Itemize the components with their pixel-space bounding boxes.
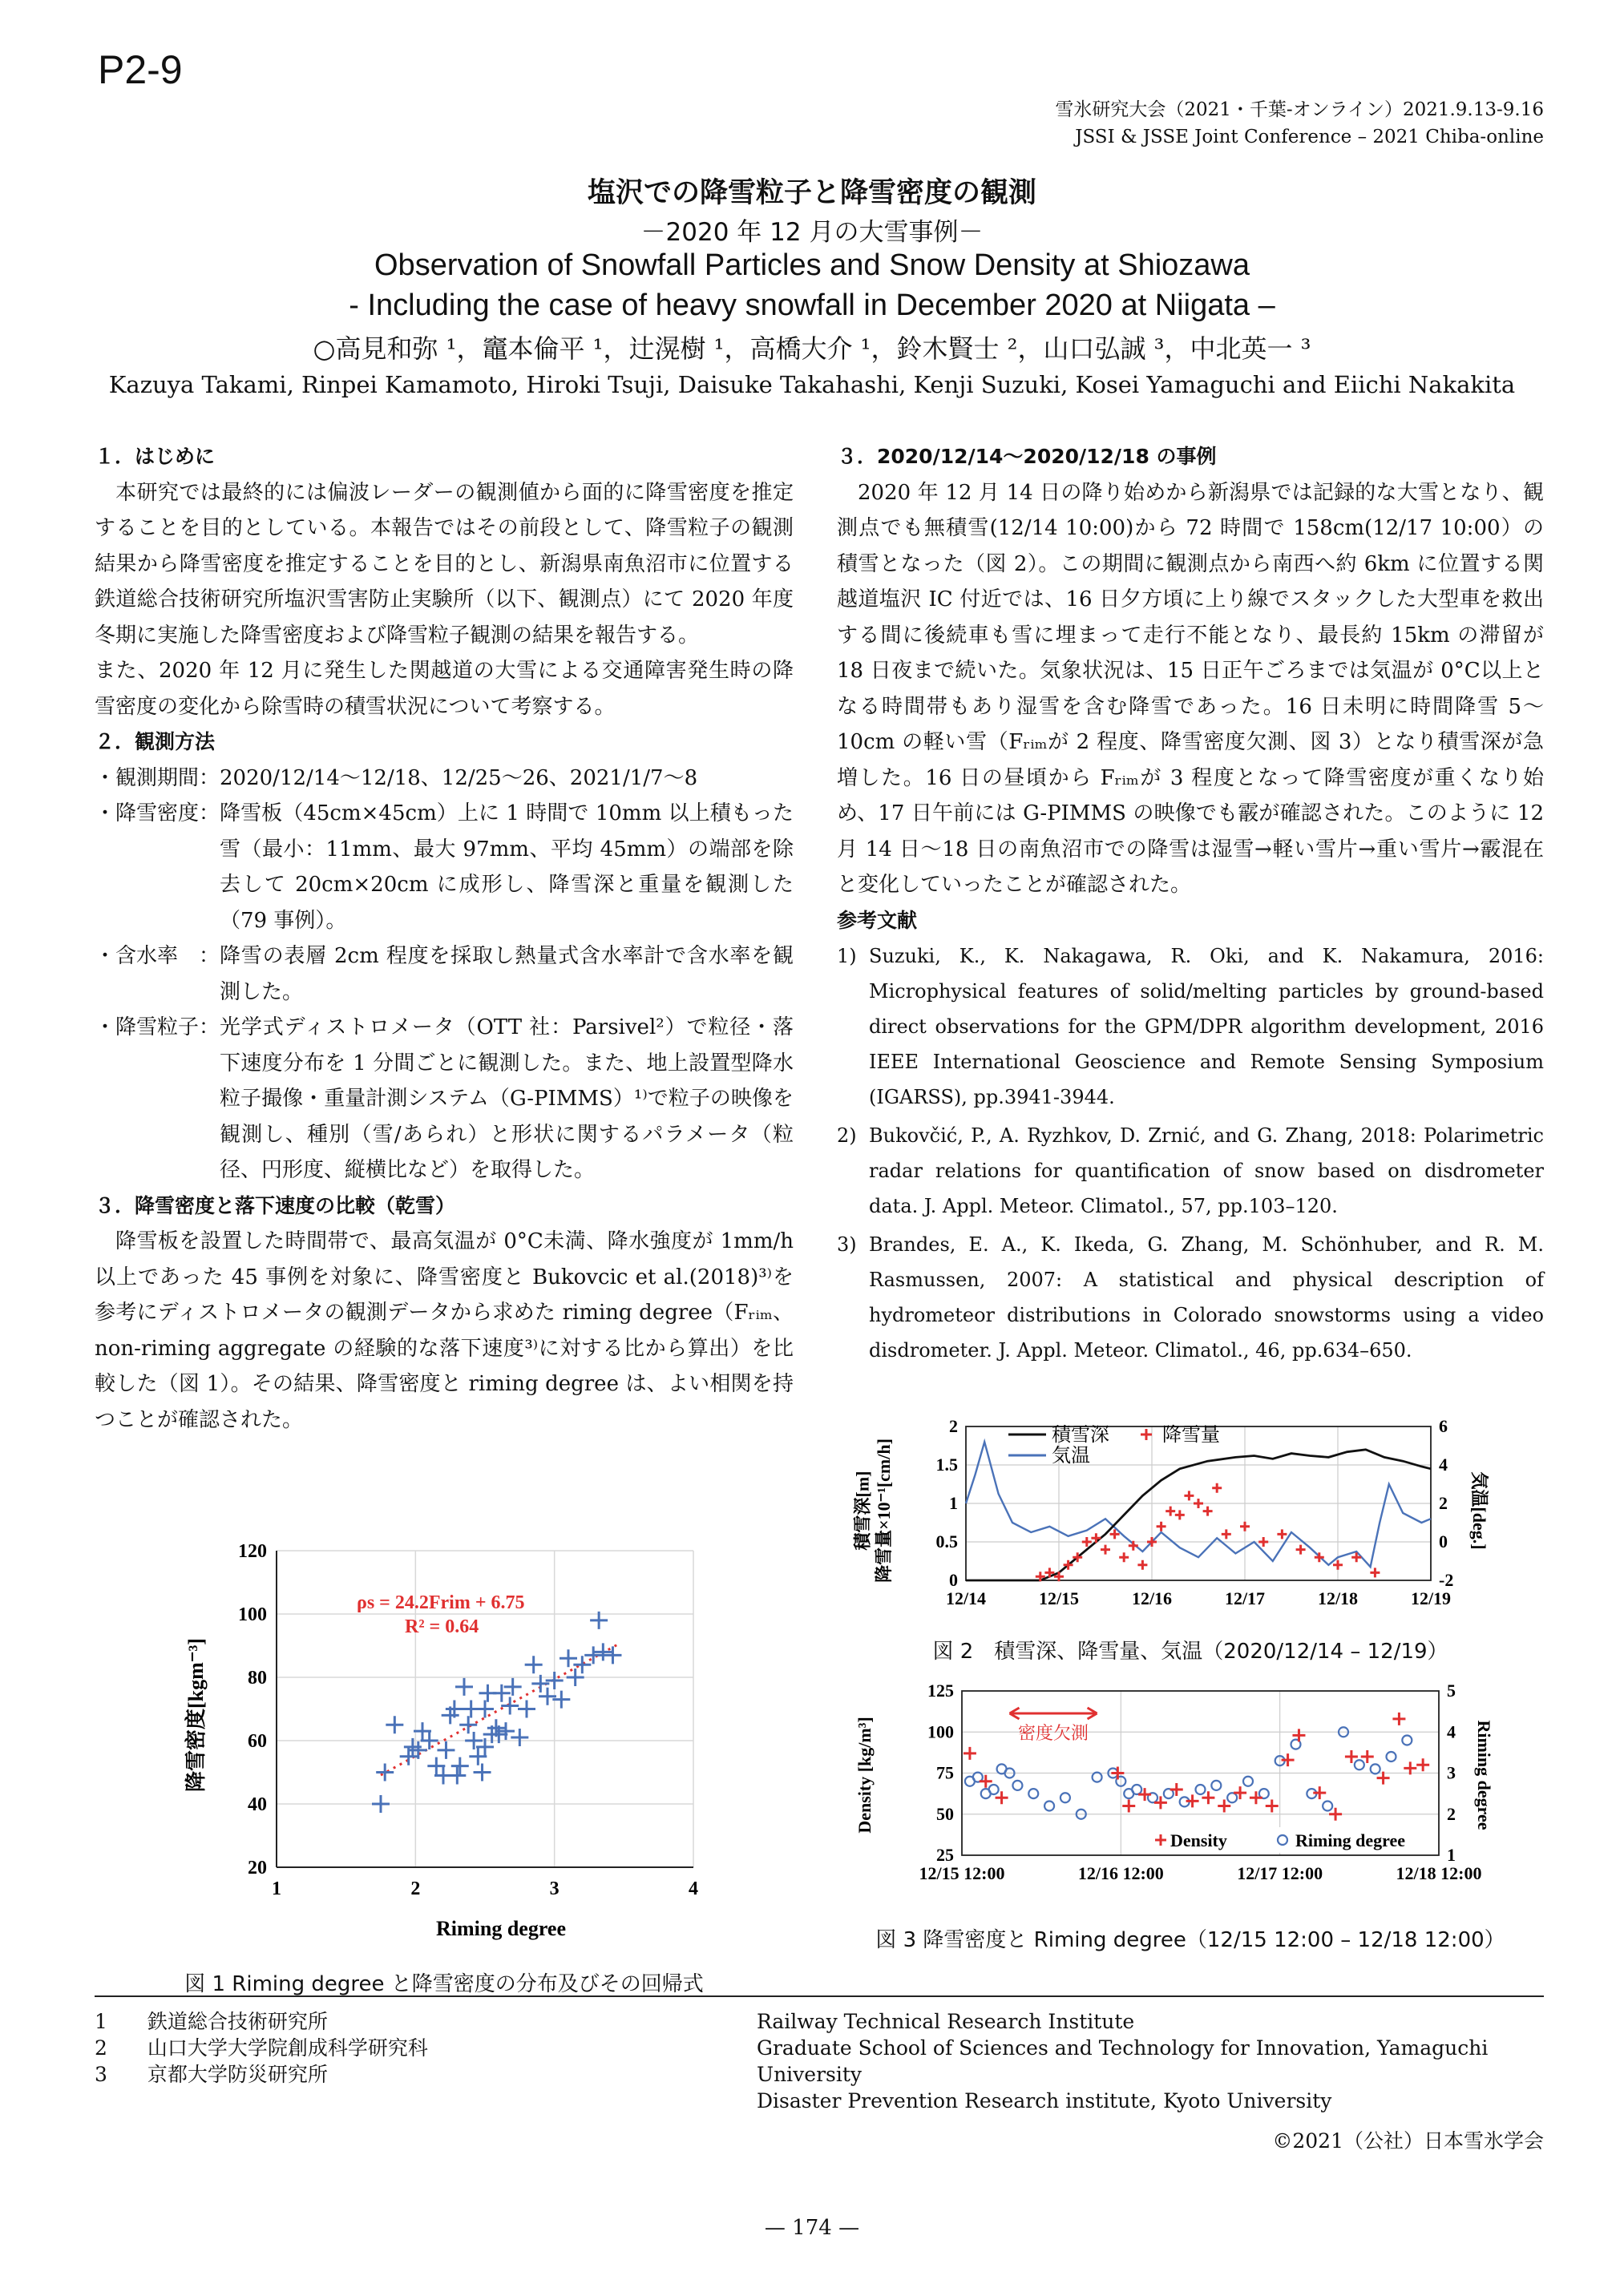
- data-point: [448, 1766, 466, 1784]
- density-point: [1154, 1796, 1167, 1809]
- section-4-paragraph: 2020 年 12 月 14 日の降り始めから新潟県では記録的な大雪となり、観測点でも無積雪(12/14 10:00)から 72 時間で 158cm(12/17 10:00）の積雪となった（図 2）。この期間に観測点から南西へ約 6km に位置する関越道塩沢 IC 付近では、16 日夕方頃に上り線でスタックした大型車を救出する間に後続車も雪に埋まって走行不能となり、最長約 15km の滞留が 18 日夜まで続いた。気象状況は、15 日正午ごろまでは気温が 0°C以上となる時間帯もあり湿雪を含む降雪であった。16 日未明に時間降雪 5～10cm の軽い雪（Fᵣᵢₘが 2 程度、降雪密度欠測、図 3）となり積雪深が急増した。16 日の昼頃から Fᵣᵢₘが 3 程度となって降雪密度が重くなり始め、17 日午前には G-PIMMS の映像でも霰が確認された。このように 12 月 14 日～18 日の南魚沼市での降雪は湿雪→軽い雪片→重い雪片→霰混在と変化していったことが確認された。: [837, 480, 1544, 897]
- y-tick-label-left: 125: [927, 1681, 954, 1701]
- legend-label-temp: 気温: [1052, 1446, 1090, 1467]
- x-tick-label: 12/16 12:00: [1077, 1863, 1164, 1883]
- affiliation-name: 京都大学防災研究所: [147, 2063, 328, 2086]
- affiliations-jp: [95, 2008, 736, 2088]
- y-tick-label-left: 1.5: [935, 1455, 958, 1475]
- figure-3-caption: 図 3 降雪密度と Riming degree（12/15 12:00 – 12/18 12:00）: [875, 1928, 1505, 1952]
- reference-number: 2): [837, 1124, 857, 1147]
- snowfall-point: [1212, 1483, 1222, 1493]
- snowfall-point: [1129, 1541, 1138, 1551]
- conference-info: [822, 96, 1544, 151]
- section-1-paragraph-2: また、2020 年 12 月に発生した関越道の大雪による交通障害発生時の降雪密度の変化から除雪時の積雪状況について考察する。: [95, 659, 794, 719]
- conference-en: JSSI & JSSE Joint Conference – 2021 Chiba-online: [1075, 127, 1544, 147]
- density-point: [1138, 1788, 1151, 1801]
- y-tick-label-left: 100: [927, 1721, 954, 1742]
- affiliation-jp: [95, 2008, 736, 2035]
- reference-item: [837, 938, 1544, 1115]
- reference-text: Brandes, E. A., K. Ikeda, G. Zhang, M. Schönhuber, and R. M. Rasmussen, 2007: A statistical and physical description of hydrometeor distributions in Colorado snowstorms using a video disdrometer. J. Appl. Meteor. Climatol., 46, pp.634–650.: [869, 1233, 1544, 1362]
- y-tick-label-right: 2: [1447, 1803, 1456, 1824]
- right-column: [837, 439, 1544, 1371]
- x-tick-label: 12/17 12:00: [1237, 1863, 1323, 1883]
- figure-3-ylabel-right: Riming degree: [1474, 1720, 1494, 1830]
- references-list: [837, 938, 1544, 1368]
- density-point: [963, 1747, 976, 1760]
- method-key: ・降雪粒子：: [95, 1015, 220, 1039]
- snowfall-point: [1203, 1507, 1213, 1516]
- method-item: [95, 761, 794, 797]
- affiliation-jp: [95, 2035, 736, 2061]
- y-tick-label-right: 1: [1447, 1845, 1456, 1865]
- figure-2-line-chart: [850, 1410, 1491, 1627]
- y-tick-label-left: 0.5: [935, 1531, 958, 1552]
- snowfall-point: [1370, 1568, 1380, 1577]
- riming-point: [1012, 1781, 1022, 1790]
- y-tick-label: 120: [238, 1541, 267, 1562]
- figure-3-legend: [1150, 1827, 1435, 1853]
- snowfall-point: [1277, 1529, 1287, 1539]
- figure-2-ylabel-left: 積雪深[m]降雪量×10⁻¹[cm/h]: [852, 1439, 894, 1583]
- affiliation-en: Disaster Prevention Research institute, Kyoto University: [757, 2089, 1332, 2112]
- data-point: [372, 1795, 390, 1813]
- title-en-sub: - Including the case of heavy snowfall in December 2020 at Niigata –: [349, 289, 1275, 322]
- density-point: [1392, 1713, 1405, 1725]
- y-tick-label-right: 0: [1439, 1531, 1448, 1552]
- method-key: ・含水率 ：: [95, 944, 220, 968]
- snowfall-point: [1119, 1552, 1129, 1562]
- density-point: [1122, 1800, 1135, 1813]
- section-2-heading: ２．観測方法: [95, 730, 216, 753]
- authors-en: Kazuya Takami, Rinpei Kamamoto, Hiroki Tsuji, Daisuke Takahashi, Kenji Suzuki, Kosei Yamaguchi and Eiichi Nakakita: [108, 371, 1516, 398]
- method-value: 2020/12/14～12/18、12/25～26、2021/1/7～8: [220, 765, 698, 790]
- data-point: [376, 1764, 394, 1782]
- conference-jp: 雪氷研究大会（2021・千葉-オンライン）2021.9.13-9.16: [1055, 99, 1544, 120]
- riming-point: [1355, 1760, 1364, 1769]
- y-tick-label-right: -2: [1439, 1570, 1454, 1590]
- x-tick-label: 12/18: [1317, 1588, 1359, 1608]
- data-point: [552, 1691, 570, 1709]
- snowfall-point: [1137, 1560, 1147, 1570]
- legend-label-snowfall: 降雪量: [1162, 1425, 1220, 1446]
- y-tick-label-left: 50: [936, 1803, 954, 1824]
- y-tick-label: 80: [248, 1668, 267, 1689]
- snow-depth-line: [966, 1450, 1431, 1580]
- data-point: [584, 1646, 602, 1664]
- left-column: [95, 439, 794, 1438]
- density-point: [1170, 1783, 1183, 1796]
- snowfall-point: [1240, 1522, 1250, 1531]
- section-1-heading: １．はじめに: [95, 445, 216, 468]
- snowfall-point: [1296, 1545, 1306, 1555]
- y-tick-label: 40: [248, 1794, 267, 1815]
- data-point: [604, 1646, 621, 1664]
- x-tick-label: 12/15: [1038, 1588, 1080, 1608]
- figure-2-ylabel-right: 気温[deg.]: [1469, 1471, 1489, 1550]
- data-point: [546, 1672, 564, 1689]
- snowfall-point: [1165, 1507, 1175, 1516]
- reference-number: 1): [837, 945, 857, 967]
- x-tick-label: 3: [549, 1878, 560, 1899]
- title-jp: 塩沢での降雪粒子と降雪密度の観測: [587, 177, 1036, 209]
- reference-item: [837, 1118, 1544, 1224]
- affiliation-number: 2: [95, 2036, 107, 2060]
- figure-2-series: [966, 1442, 1431, 1581]
- y-tick-label: 100: [238, 1604, 267, 1625]
- figure-2-caption: 図 2 積雪深、降雪量、気温（2020/12/14 – 12/19）: [932, 1640, 1448, 1664]
- y-tick-label-right: 4: [1439, 1455, 1448, 1475]
- method-value: 降雪板（45cm×45cm）上に 1 時間で 10mm 以上積もった雪（最小：11mm、最大 97mm、平均 45mm）の端部を除去して 20cm×20cm に成形し、降雪深と重量を観測した（79 事例）。: [220, 801, 794, 933]
- y-tick-label-right: 3: [1447, 1762, 1456, 1783]
- x-tick-label: 12/19: [1410, 1588, 1452, 1608]
- y-tick-label-left: 0: [949, 1570, 958, 1590]
- data-point: [451, 1757, 469, 1775]
- method-item: [95, 1010, 794, 1188]
- method-value: 光学式ディストロメータ（OTT 社：Parsivel²）で粒径・落下速度分布を 1 分間ごとに観測した。また、地上設置型降水粒子撮像・重量計測システム（G-PIMMS）¹⁾で粒子の映像を観測し、種別（雪/あられ）と形状に関するパラメータ（粒径、円形度、縦横比など）を取得した。: [220, 1015, 794, 1182]
- figure-1-equation: ρs = 24.2Frim + 6.75: [357, 1592, 525, 1613]
- riming-point: [1323, 1802, 1332, 1811]
- x-tick-label: 12/14: [945, 1588, 987, 1608]
- authors-jp: ○高見和弥 ¹，竈本倫平 ¹，辻滉樹 ¹，高橋大介 ¹，鈴木賢士 ²，山口弘誠 ³，中北英一 ³: [313, 333, 1311, 364]
- y-tick-label-right: 2: [1439, 1493, 1448, 1513]
- figure-3-axes: [919, 1681, 1482, 1883]
- figure-1-scatter-chart: [164, 1519, 725, 1951]
- riming-point: [1371, 1764, 1380, 1773]
- affiliations-en: [757, 2008, 1558, 2114]
- riming-point: [1243, 1777, 1253, 1786]
- method-item: [95, 938, 794, 1010]
- method-key: ・降雪密度：: [95, 801, 220, 825]
- riming-point: [1044, 1802, 1054, 1811]
- legend-label-density: Density: [1170, 1830, 1227, 1850]
- reference-text: Bukovčić, P., A. Ryzhkov, D. Zrnić, and G. Zhang, 2018: Polarimetric radar relations for quantification of snow based on disdrometer data. J. Appl. Meteor. Climatol., 57, pp.103–120.: [869, 1124, 1544, 1217]
- x-tick-label: 12/17: [1224, 1588, 1266, 1608]
- missing-range-arrow: [1010, 1708, 1097, 1719]
- x-tick-label: 1: [272, 1878, 281, 1899]
- legend-label-depth: 積雪深: [1052, 1425, 1109, 1446]
- x-tick-label: 12/18 12:00: [1396, 1863, 1482, 1883]
- density-point: [1250, 1791, 1262, 1804]
- section-3-paragraph: 降雪板を設置した時間帯で、最高気温が 0°C未満、降水強度が 1mm/h 以上であった 45 事例を対象に、降雪密度と Bukovcic et al.(2018)³⁾を参考にディストロメータの観測データから求めた riming degree（Fᵣᵢₘ、non-riming aggregate の経験的な落下速度³⁾に対する比から算出）を比較した（図 1）。その結果、降雪密度と riming degree は、よい相関を持つことが確認された。: [95, 1229, 794, 1432]
- figure-3-series: [963, 1708, 1429, 1821]
- y-tick-label-right: 4: [1447, 1721, 1456, 1742]
- reference-number: 3): [837, 1233, 857, 1256]
- x-tick-label: 4: [689, 1878, 698, 1899]
- data-point: [437, 1741, 454, 1759]
- section-4-heading: ３．2020/12/14～2020/12/18 の事例: [837, 445, 1217, 468]
- snowfall-point: [1082, 1537, 1092, 1547]
- x-tick-label: 12/16: [1131, 1588, 1173, 1608]
- y-tick-label-left: 2: [949, 1416, 958, 1436]
- section-3-heading: ３．降雪密度と落下速度の比較（乾雪）: [95, 1193, 456, 1217]
- reference-text: Suzuki, K., K. Nakagawa, R. Oki, and K. Nakamura, 2016: Microphysical features of solid/melting particles by ground-based direct observations for the GPM/DPR algorithm development, 2016 IEEE International Geoscience and Remote Sensing Symposium (IGARSS), pp.3941-3944.: [869, 945, 1544, 1108]
- riming-point: [1196, 1785, 1206, 1794]
- figure-3-scatter-chart: [850, 1675, 1494, 1907]
- snowfall-point: [1157, 1522, 1166, 1531]
- data-point: [386, 1716, 403, 1733]
- x-tick-label: 12/15 12:00: [919, 1863, 1005, 1883]
- affiliation-number: 1: [95, 2010, 107, 2033]
- affiliation-number: 3: [95, 2063, 107, 2086]
- riming-point: [1227, 1793, 1237, 1802]
- data-point: [474, 1764, 491, 1782]
- affiliation-en: Graduate School of Sciences and Technology for Innovation, Yamaguchi University: [757, 2036, 1489, 2086]
- density-point: [1234, 1786, 1246, 1799]
- data-point: [594, 1643, 612, 1660]
- method-key: ・観測期間：: [95, 765, 220, 790]
- title-jp-sub: －2020 年 12 月の大雪事例－: [640, 218, 984, 247]
- figure-1-r2: R² = 0.64: [405, 1616, 479, 1637]
- figure-2-legend: [1008, 1424, 1220, 1467]
- page-number: — 174 —: [764, 2216, 860, 2240]
- figure-1-points: [372, 1612, 621, 1813]
- riming-point: [1211, 1781, 1221, 1790]
- affiliation-name: 山口大学大学院創成科学研究科: [147, 2036, 428, 2060]
- data-point: [525, 1656, 543, 1673]
- y-tick-label-left: 25: [936, 1845, 954, 1865]
- snowfall-point: [1222, 1529, 1231, 1539]
- figure-1-xlabel: Riming degree: [436, 1917, 566, 1940]
- density-point: [1266, 1800, 1279, 1813]
- snowfall-point: [1091, 1533, 1101, 1543]
- x-tick-label: 2: [410, 1878, 421, 1899]
- riming-point: [989, 1785, 999, 1794]
- snowfall-point: [1333, 1560, 1343, 1570]
- references-heading: 参考文献: [837, 908, 918, 932]
- snowfall-point: [1101, 1545, 1110, 1555]
- legend-swatch-snowfall: [1141, 1429, 1152, 1440]
- riming-point: [1093, 1773, 1102, 1782]
- copyright: ©2021（公社）日本雪氷学会: [1272, 2129, 1544, 2153]
- density-point: [1416, 1758, 1429, 1771]
- title-en: Observation of Snowfall Particles and Snow Density at Shiozawa: [374, 248, 1250, 282]
- riming-point: [1060, 1793, 1070, 1802]
- data-point: [518, 1701, 535, 1718]
- affiliation-en: Railway Technical Research Institute: [757, 2010, 1135, 2033]
- riming-point: [1387, 1752, 1396, 1761]
- data-point: [476, 1701, 494, 1718]
- paper-code: P2-9: [98, 47, 183, 92]
- y-tick-label-left: 1: [949, 1493, 958, 1513]
- data-point: [455, 1678, 473, 1696]
- method-value: 降雪の表層 2cm 程度を採取し熱量式含水率計で含水率を観測した。: [220, 944, 794, 1004]
- reference-item: [837, 1227, 1544, 1368]
- footer-rule: [95, 1995, 1544, 1997]
- affiliation-name: 鉄道総合技術研究所: [147, 2010, 328, 2033]
- method-item: [95, 796, 794, 938]
- y-tick-label-right: 5: [1447, 1681, 1456, 1701]
- figure-1-ylabel: 降雪密度[kgm⁻³]: [184, 1638, 208, 1792]
- legend-label-riming: Riming degree: [1295, 1830, 1406, 1850]
- y-tick-label-left: 75: [936, 1762, 954, 1783]
- snowfall-point: [1184, 1491, 1194, 1500]
- snowfall-point: [1194, 1499, 1203, 1508]
- riming-point: [1028, 1789, 1038, 1798]
- y-tick-label-right: 6: [1439, 1416, 1448, 1436]
- y-tick-label: 60: [248, 1731, 267, 1752]
- affiliation-jp: [95, 2061, 736, 2088]
- section-1-paragraph-1: 本研究では最終的には偏波レーダーの観測値から面的に降雪密度を推定することを目的としている。本報告ではその前段として、降雪粒子の観測結果から降雪密度を推定することを目的とし、新潟県南魚沼市に位置する鉄道総合技術研究所塩沢雪害防止実験所（以下、観測点）にて 2020 年度冬期に実施した降雪密度および降雪粒子観測の結果を報告する。: [95, 480, 794, 648]
- missing-range-label: 密度欠測: [1018, 1723, 1089, 1743]
- riming-point: [1132, 1785, 1141, 1794]
- snowfall-point: [1258, 1537, 1268, 1547]
- figure-1-caption: 図 1 Riming degree と降雪密度の分布及びその回帰式: [184, 1972, 704, 1996]
- figure-3-ylabel-left: Density [kg/m³]: [854, 1717, 875, 1834]
- data-point: [501, 1697, 519, 1715]
- y-tick-label: 20: [248, 1858, 267, 1878]
- riming-point: [1402, 1736, 1412, 1745]
- data-point: [459, 1716, 477, 1733]
- snowfall-point: [1175, 1510, 1185, 1519]
